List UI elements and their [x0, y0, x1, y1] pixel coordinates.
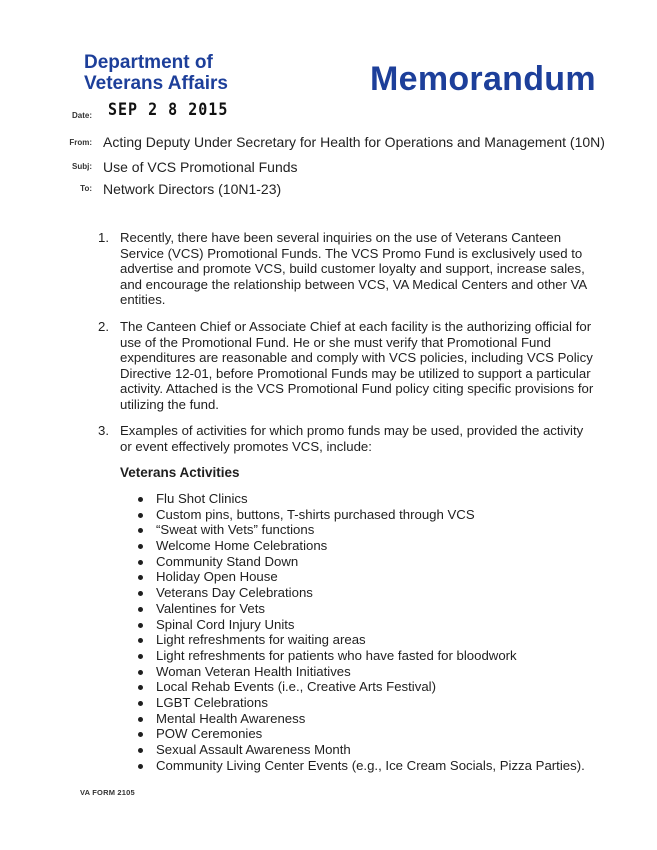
bullet-icon [138, 701, 143, 706]
activities-list [134, 491, 585, 773]
list-item [134, 538, 585, 554]
list-item-text: Welcome Home Celebrations [156, 538, 328, 554]
list-item-text: Valentines for Vets [156, 600, 265, 616]
bullet-icon [138, 685, 143, 690]
list-item-text: Woman Veteran Health Initiatives [156, 663, 351, 679]
list-item-text: POW Ceremonies [156, 726, 263, 742]
list-item-text: Custom pins, buttons, T-shirts purchased through VCS [156, 506, 475, 522]
list-item [134, 507, 585, 523]
bullet-icon [138, 717, 143, 722]
list-item-text: Community Stand Down [156, 553, 299, 569]
bullet-icon [138, 607, 143, 612]
bullet-icon [138, 670, 143, 675]
form-number: VA FORM 2105 [80, 788, 135, 797]
date-label: Date: [71, 111, 92, 120]
list-item [134, 569, 585, 585]
list-item [134, 726, 585, 742]
section-heading: Veterans Activities [120, 465, 240, 480]
bullet-icon [138, 654, 143, 659]
list-item [134, 554, 585, 570]
list-item-text: Spinal Cord Injury Units [156, 616, 295, 632]
list-item-text: Community Living Center Events (e.g., Ice Cream Socials, Pizza Parties). [156, 757, 585, 773]
to-value: Network Directors (10N1-23) [103, 181, 282, 197]
list-item-text: Veterans Day Celebrations [156, 585, 313, 601]
list-item [134, 601, 585, 617]
from-value: Acting Deputy Under Secretary for Health for Operations and Management (10N) [103, 134, 605, 150]
list-item [134, 758, 585, 774]
bullet-icon [138, 732, 143, 737]
subject-label: Subj: [72, 162, 92, 171]
bullet-icon [138, 513, 143, 518]
list-item [134, 632, 585, 648]
bullet-icon [138, 560, 143, 565]
bullet-icon [138, 638, 143, 643]
paragraph-3 [98, 423, 598, 454]
bullet-icon [138, 623, 143, 628]
list-item-text: “Sweat with Vets” functions [156, 522, 315, 538]
list-item-text: Holiday Open House [156, 569, 278, 585]
list-item [134, 585, 585, 601]
list-item-text: Mental Health Awareness [156, 710, 306, 726]
bullet-icon [138, 748, 143, 753]
paragraph-2 [98, 319, 598, 413]
list-item [134, 679, 585, 695]
department-line-1: Department of [84, 52, 213, 73]
paragraph-text: The Canteen Chief or Associate Chief at each facility is the authorizing official for use of the Promotional Fund. He or she must verify that Promotional Fund expenditures are reasonable and comply with VCS policies, including VCS Policy Directive 12-01, before Promotional Funds may be utilized to support a particular activity. Attached is the VCS Promotional Fund policy citing specific provisions for utilizing the fund. [120, 319, 594, 412]
paragraph-text: Recently, there have been several inquiries on the use of Veterans Canteen Service (VCS) Promotional Funds. The VCS Promo Fund is exclusively used to advertise and promote VCS, build customer loyalty and support, increase sales, and encourage the relationship between VCS, VA Medical Centers and other VA entities. [120, 230, 587, 308]
list-item [134, 711, 585, 727]
paragraph-text: Examples of activities for which promo funds may be used, provided the activity or event effectively promotes VCS, include: [120, 423, 584, 454]
date-stamp: SEP 2 8 2015 [108, 99, 229, 120]
paragraph-number: 1. [98, 230, 109, 245]
paragraph-number: 3. [98, 423, 109, 438]
list-item [134, 491, 585, 507]
list-item-text: Sexual Assault Awareness Month [156, 742, 351, 757]
bullet-icon [138, 528, 143, 533]
list-item [134, 664, 585, 680]
bullet-icon [138, 544, 143, 549]
bullet-icon [138, 591, 143, 596]
department-name [84, 52, 228, 94]
department-line-2: Veterans Affairs [84, 73, 228, 94]
bullet-icon [138, 575, 143, 580]
list-item [134, 522, 585, 538]
list-item [134, 695, 585, 711]
bullet-icon [138, 497, 143, 502]
memorandum-title: Memorandum [370, 60, 596, 98]
subject-value: Use of VCS Promotional Funds [103, 159, 298, 175]
list-item-text: Local Rehab Events (i.e., Creative Arts Festival) [156, 679, 436, 695]
list-item-text: Light refreshments for waiting areas [156, 632, 366, 648]
paragraph-1 [98, 230, 598, 308]
paragraph-number: 2. [98, 319, 109, 334]
list-item [134, 617, 585, 633]
list-item-text: Light refreshments for patients who have fasted for bloodwork [156, 647, 517, 663]
list-item [134, 742, 585, 758]
bullet-icon [138, 764, 143, 769]
list-item [134, 648, 585, 664]
to-label: To: [80, 184, 92, 193]
from-label: From: [69, 138, 92, 147]
list-item-text: Flu Shot Clinics [156, 491, 248, 506]
list-item-text: LGBT Celebrations [156, 694, 268, 710]
